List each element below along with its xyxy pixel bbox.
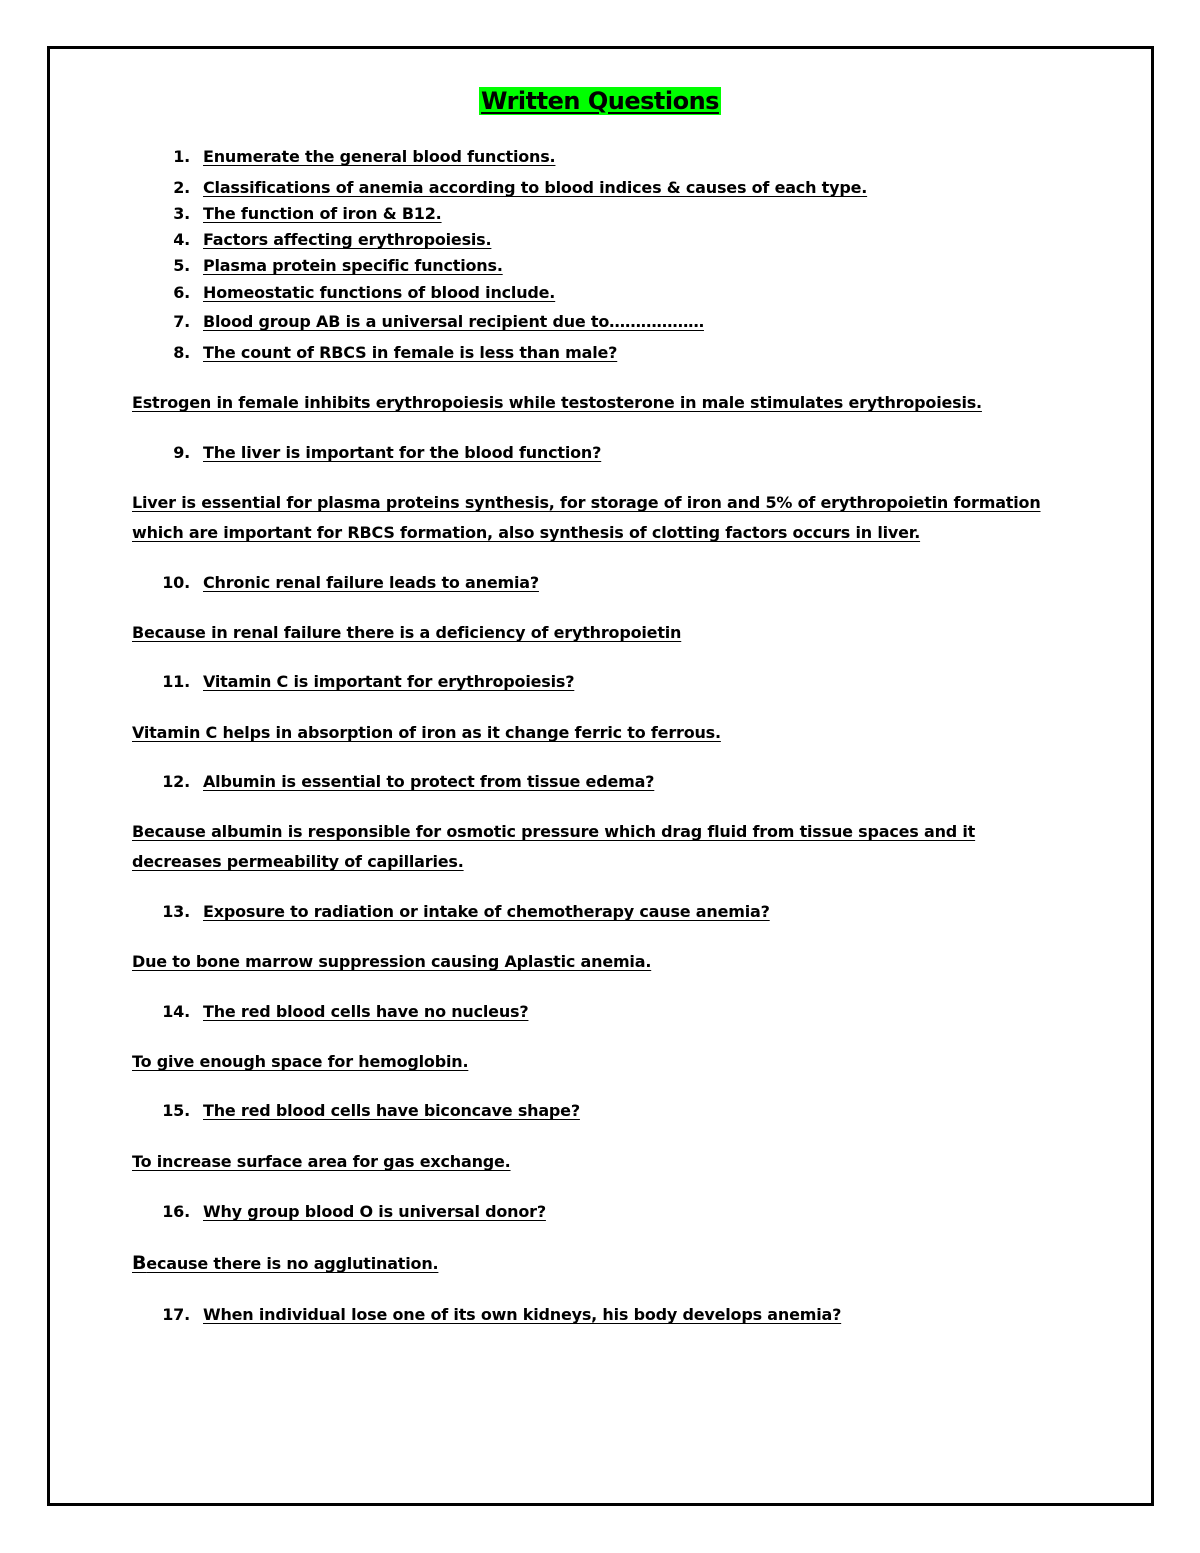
question-text: The count of RBCS in female is less than male? (203, 343, 618, 362)
page-title (0, 84, 1200, 118)
question-number: 15. (162, 1101, 190, 1120)
question-text: Plasma protein specific functions. (203, 256, 503, 275)
question-text: Chronic renal failure leads to anemia? (203, 573, 539, 592)
question-number: 12. (162, 772, 190, 791)
question-text: The function of iron & B12. (203, 204, 442, 223)
question-number: 17. (162, 1305, 190, 1324)
question-number: 5. (173, 256, 190, 275)
question-number: 2. (173, 178, 190, 197)
question-number: 6. (173, 283, 190, 302)
answer-first-letter: B (132, 1252, 147, 1274)
question-number: 4. (173, 230, 190, 249)
answer-text: which are important for RBCS formation, also synthesis of clotting factors occurs in liver. (132, 523, 921, 542)
question-text: Albumin is essential to protect from tissue edema? (203, 772, 655, 791)
answer-text: Vitamin C helps in absorption of iron as it change ferric to ferrous. (132, 723, 721, 742)
question-number: 16. (162, 1202, 190, 1221)
answer-text (132, 1252, 438, 1275)
question-number: 7. (173, 312, 190, 331)
question-text: Homeostatic functions of blood include. (203, 283, 556, 302)
question-number: 10. (162, 573, 190, 592)
question-text: Blood group AB is a universal recipient due to……………… (203, 312, 704, 331)
question-number: 8. (173, 343, 190, 362)
question-text: Classifications of anemia according to blood indices & causes of each type. (203, 178, 868, 197)
question-text: The liver is important for the blood function? (203, 443, 602, 462)
question-text: Why group blood O is universal donor? (203, 1202, 546, 1221)
question-text: When individual lose one of its own kidneys, his body develops anemia? (203, 1305, 842, 1324)
answer-text: Due to bone marrow suppression causing Aplastic anemia. (132, 952, 652, 971)
answer-text: To give enough space for hemoglobin. (132, 1052, 469, 1071)
question-number: 1. (173, 147, 190, 166)
question-number: 13. (162, 902, 190, 921)
answer-text: Because in renal failure there is a deficiency of erythropoietin (132, 623, 682, 642)
answer-text: decreases permeability of capillaries. (132, 852, 464, 871)
question-number: 3. (173, 204, 190, 223)
answer-text: To increase surface area for gas exchange. (132, 1152, 511, 1171)
question-text: The red blood cells have no nucleus? (203, 1002, 529, 1021)
question-text: Exposure to radiation or intake of chemotherapy cause anemia? (203, 902, 770, 921)
question-text: The red blood cells have biconcave shape? (203, 1101, 580, 1120)
answer-text: Estrogen in female inhibits erythropoiesis while testosterone in male stimulates erythropoiesis. (132, 393, 982, 412)
question-text: Vitamin C is important for erythropoiesis? (203, 672, 575, 691)
answer-text: Because albumin is responsible for osmotic pressure which drag fluid from tissue spaces and it (132, 822, 976, 841)
question-text: Factors affecting erythropoiesis. (203, 230, 492, 249)
answer-text: Liver is essential for plasma proteins synthesis, for storage of iron and 5% of erythropoietin formation (132, 493, 1041, 512)
question-number: 14. (162, 1002, 190, 1021)
question-number: 9. (173, 443, 190, 462)
question-text: Enumerate the general blood functions. (203, 147, 556, 166)
page-title-text: Written Questions (481, 87, 719, 115)
question-number: 11. (162, 672, 190, 691)
answer-rest: ecause there is no agglutination. (146, 1254, 439, 1273)
